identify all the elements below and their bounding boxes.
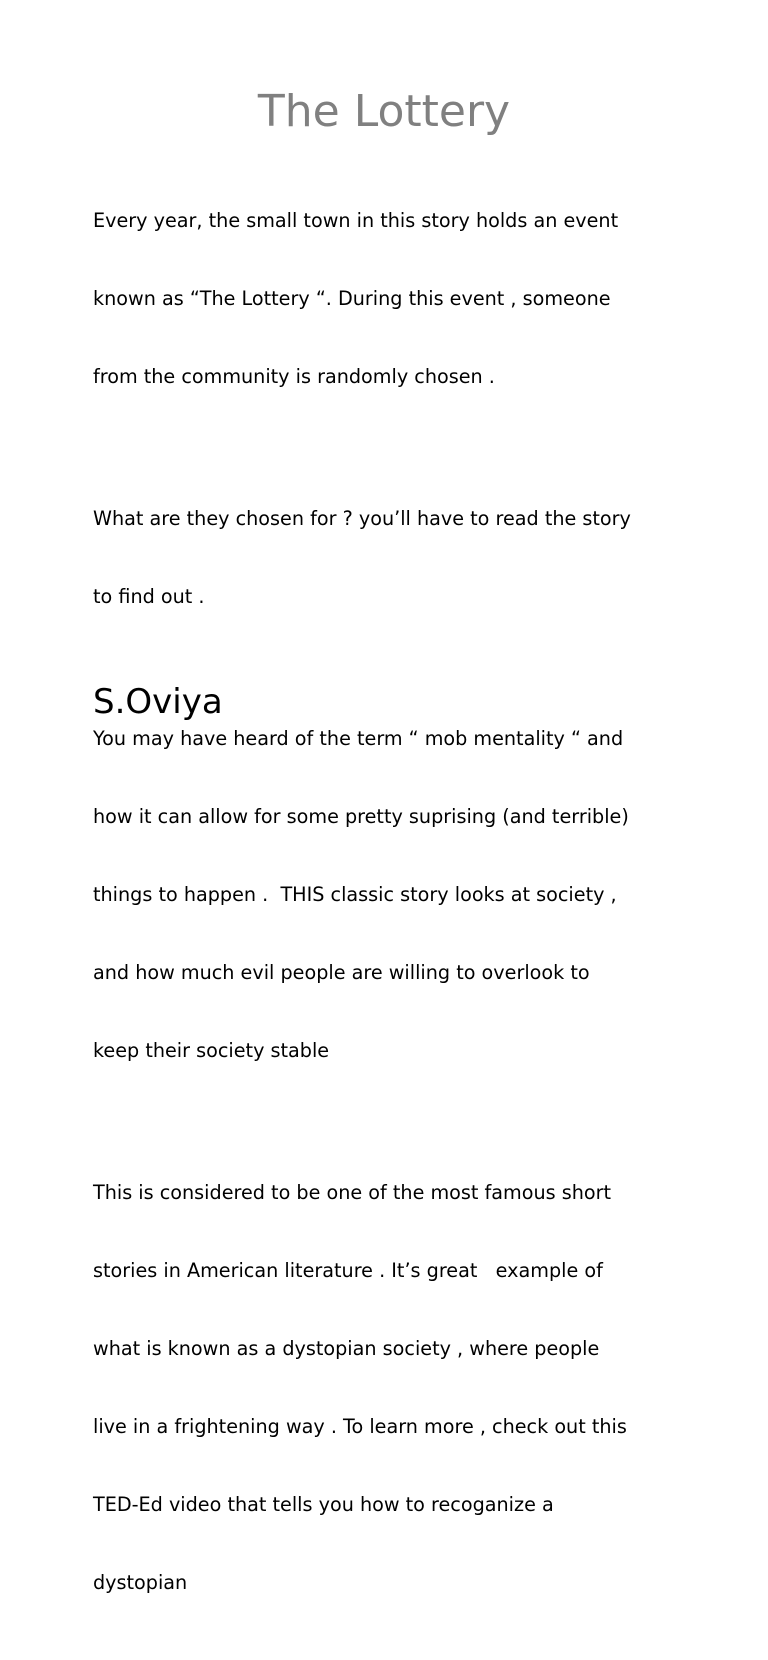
- author-name: S.Oviya: [93, 682, 223, 722]
- paragraph-line: what is known as a dystopian society , where people: [93, 1337, 600, 1360]
- paragraph-1: [93, 156, 693, 442]
- paragraph-line: This is considered to be one of the most famous short: [93, 1181, 612, 1204]
- paragraph-line: keep their society stable: [93, 1039, 330, 1062]
- paragraph-line: how it can allow for some pretty suprising (and terrible): [93, 805, 629, 828]
- paragraph-4: [93, 1128, 693, 1648]
- paragraph-line: stories in American literature . It’s great example of: [93, 1259, 603, 1282]
- paragraph-line: and how much evil people are willing to overlook to: [93, 961, 590, 984]
- paragraph-line: You may have heard of the term “ mob mentality “ and: [93, 727, 624, 750]
- paragraph-line: to find out .: [93, 585, 205, 608]
- paragraph-line: Every year, the small town in this story holds an event: [93, 209, 619, 232]
- paragraph-line: things to happen . THIS classic story looks at society ,: [93, 883, 617, 906]
- paragraph-line: from the community is randomly chosen .: [93, 365, 495, 388]
- paragraph-line: dystopian: [93, 1571, 188, 1594]
- page-title: The Lottery: [257, 86, 511, 137]
- paragraph-line: What are they chosen for ? you’ll have to read the story: [93, 507, 631, 530]
- paragraph-3: [93, 674, 693, 1116]
- paragraph-2: [93, 454, 693, 662]
- paragraph-line: known as “The Lottery “. During this event , someone: [93, 287, 611, 310]
- paragraph-line: TED-Ed video that tells you how to recoganize a: [93, 1493, 554, 1516]
- paragraph-line: live in a frightening way . To learn more , check out this: [93, 1415, 627, 1438]
- document-body: [93, 156, 693, 1660]
